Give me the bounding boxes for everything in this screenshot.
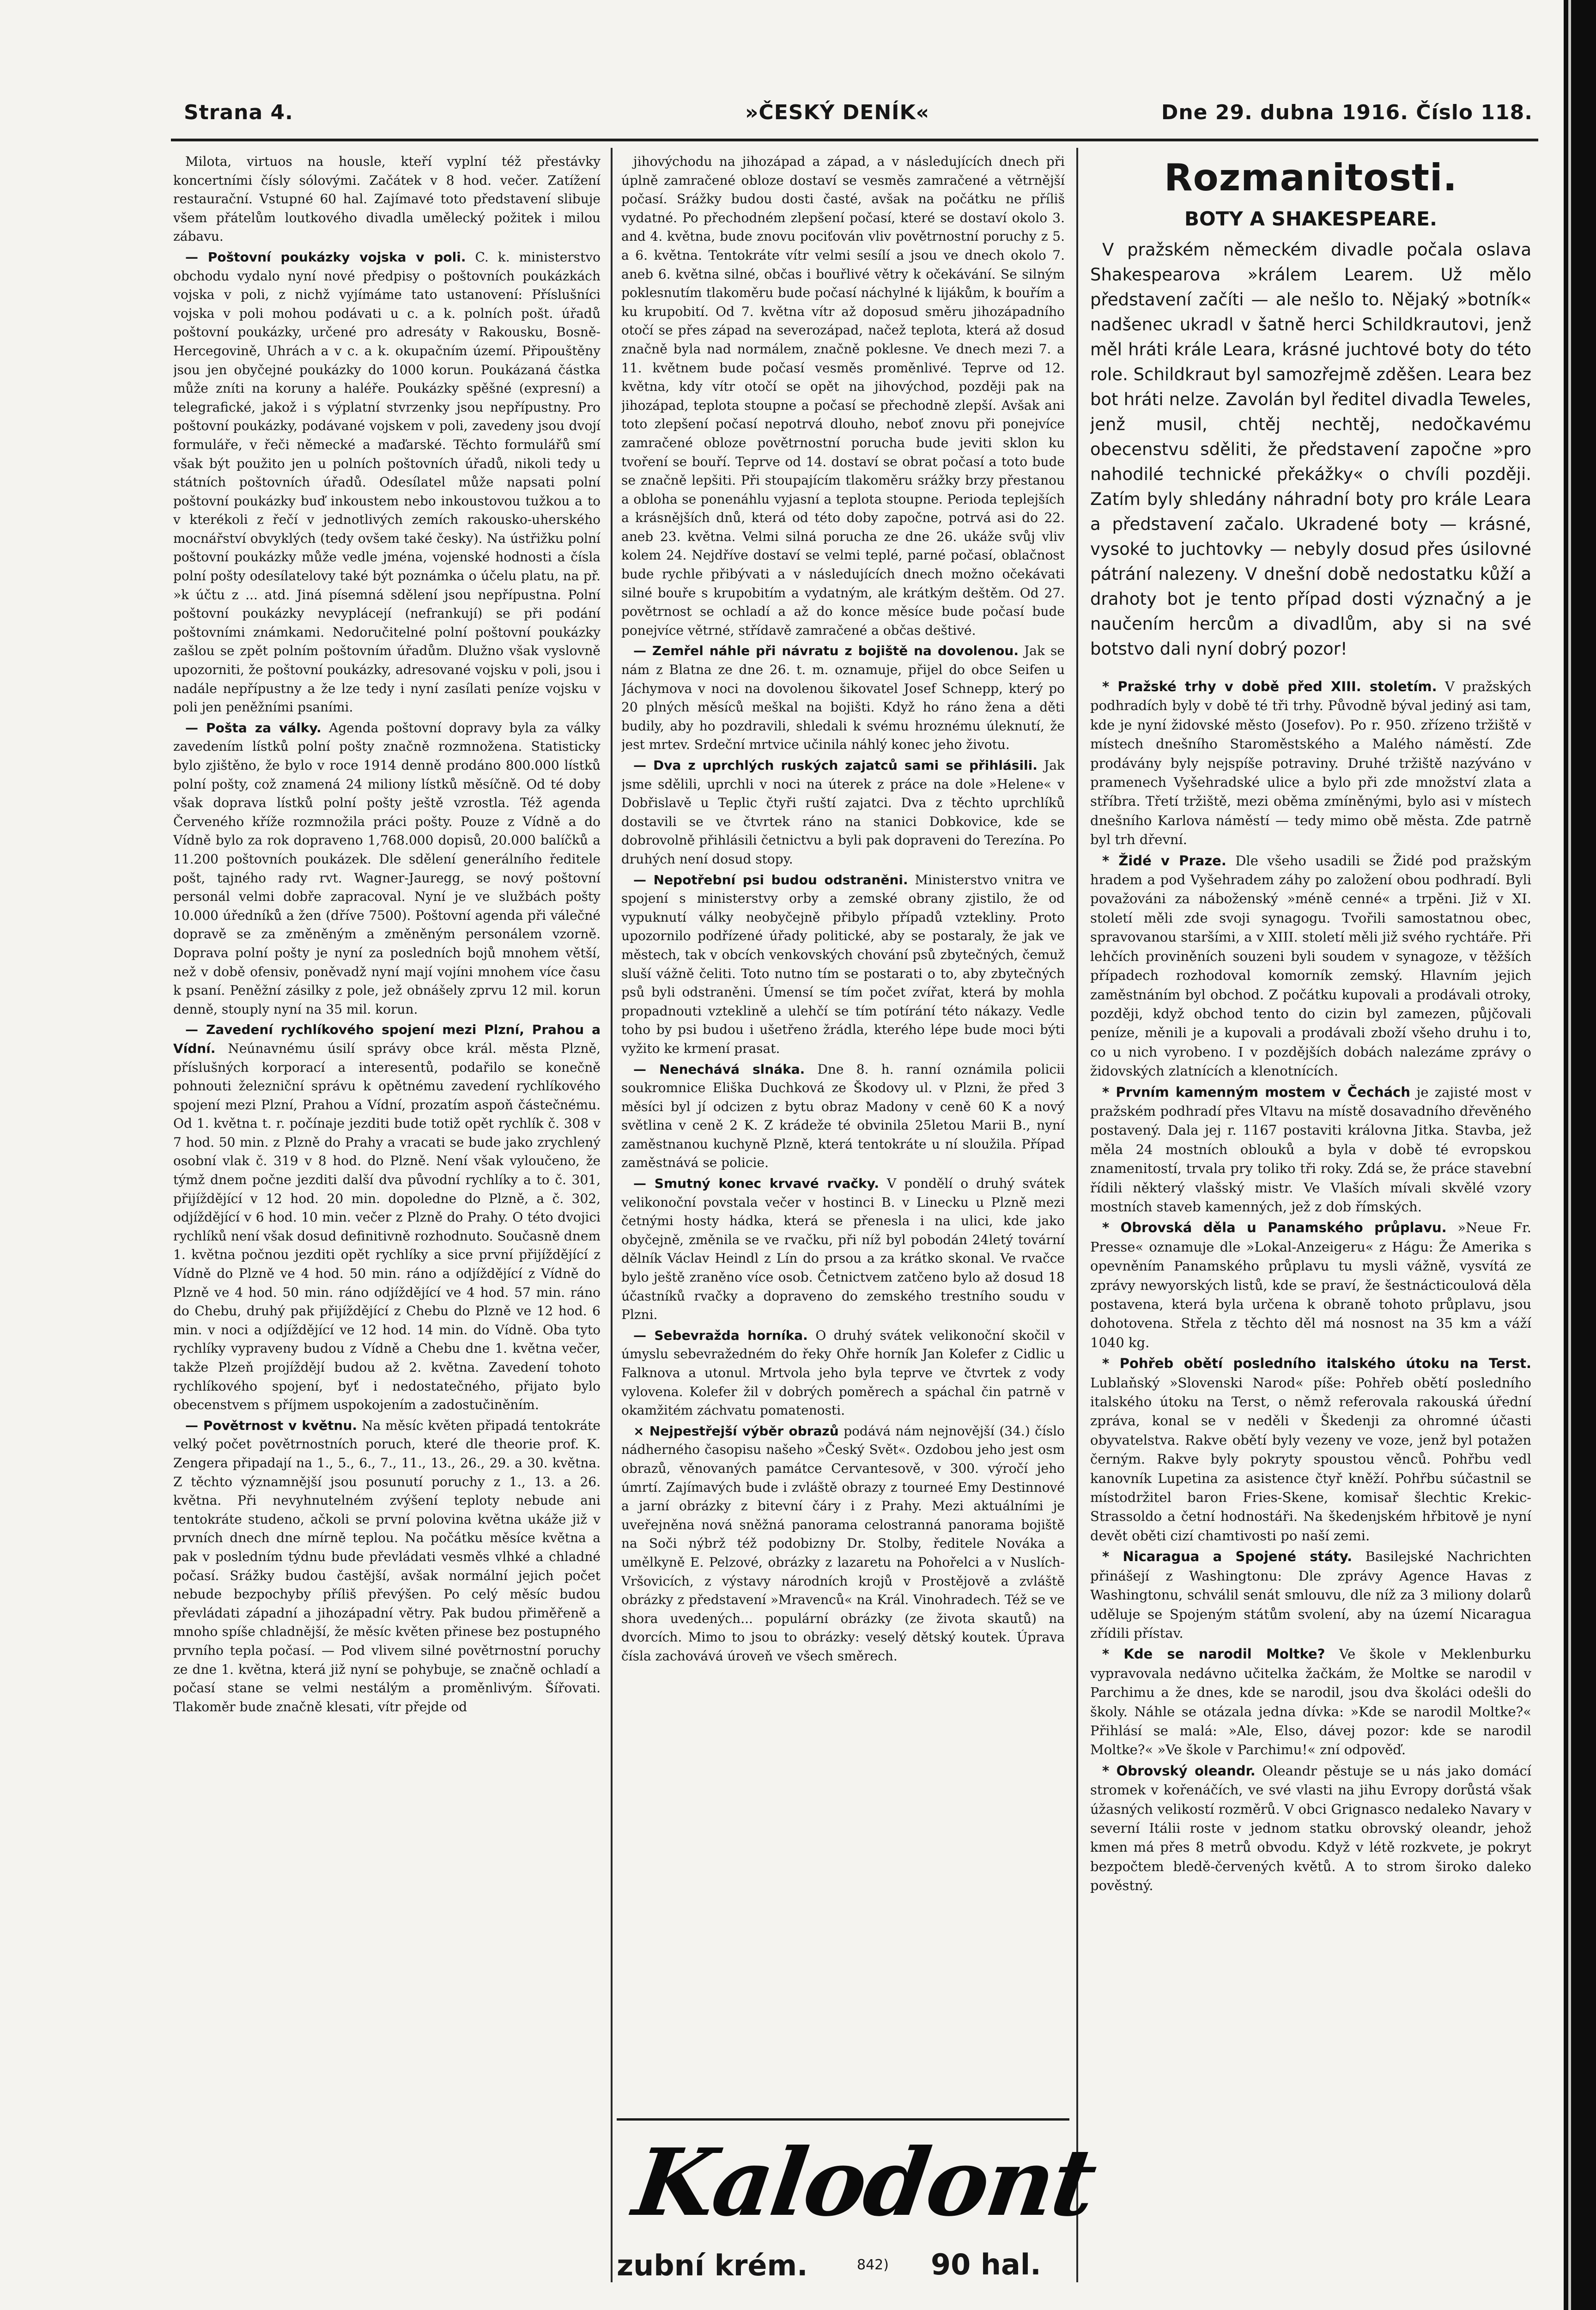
article-headline: — Nenechává slnáka.: [633, 1061, 805, 1077]
article-headline: — Dva z uprchlých ruských zajatců sami se přihlásili.: [633, 758, 1038, 773]
issue-date-number: Dne 29. dubna 1916. Číslo 118.: [1161, 101, 1533, 124]
article: [621, 152, 1065, 640]
article: [1090, 677, 1531, 850]
article-headline: * Obrovský oleandr.: [1102, 1763, 1256, 1779]
article: [173, 152, 601, 246]
article: [1090, 1218, 1531, 1352]
article: [1090, 1354, 1531, 1545]
article: [621, 1060, 1065, 1173]
article-body: Na měsíc květen připadá tentokráte velký počet povětrnostních poruch, které dle theorie prof. K. Zengera připadají na 1., 5., 6., 7., 11., 13., 26., 29. a 30. května. Z těchto významnější jsou posunutí poruchy z 1., 13. a 26. května. Při nevyhnutelném zvýšení teploty nebude ani tentokráte studeno, ačkoli se první polovina května ukáže již v prvních dnech dne mírně teplou. Na počátku měsíce května a pak v posledním týdnu bude převládati vesměs vlhké a chladné počasí. Srážky budou častější, avšak normální jejich počet nebude bezpochyby příliš převýšen. Po celý měsíc budou převládati západní a jihozápadní větry. Pak budou přiměřeně a mnoho spíše chladnější, že měsíc květen přinese bez postupného prvního tepla počasí. — Pod vlivem silné povětrnostní poruchy ze dne 1. května, která již nyní se pohybuje, se značně ochladí a počasí stane se velmi nestálým a proměnlivým. Šířovati. Tlakoměr bude značně klesati, vítr přejde od: [173, 1417, 601, 1714]
article: [621, 1422, 1065, 1666]
article-body: »Neue Fr. Presse« oznamuje dle »Lokal-Anzeigeru« z Hágu: Že Amerika s opevněním Panamského průplavu tu mysli vážně, vysvítá ze zprávy newyorských listů, kde se praví, že šestnácticoulová děla postavena, která byla určena k obraně tohoto průplavu, jsou dohotovena. Střela z těchto děl má nosnost na 35 km a váží 1040 kg.: [1090, 1220, 1531, 1350]
feature-paragraph: V pražském německém divadle počala oslava Shakespearova »králem Learem. Už mělo představení začíti — ale nešlo to. Nějaký »botník« nadšenec ukradl v šatně herci Schildkrautovi, jenž měl hráti krále Leara, krásné juchtové boty do této role. Schildkraut byl samozřejmě zděšen. Leara bez bot hráti nelze. Zavolán byl ředitel divadla Teweles, jenž musil, chtěj nechtěj, nedočkavému obecenstvu sděliti, že představení započne »pro nahodilé technické překážky« o chvíli později. Zatím byly shledány náhradní boty pro krále Leara a představení začalo. Ukradené boty — krásné, vysoké to juchtovky — nebyly dosud přes úsilovné pátrání nalezeny. V dnešní době nedostatku kůží a drahoty bot je tento případ dosti význačný a je naučením hercům a divadlům, aby si na své botstvo dali nyní dobrý pozor!: [1090, 240, 1531, 659]
feature-title: BOTY A SHAKESPEARE.: [1184, 207, 1437, 230]
article: [621, 1326, 1065, 1420]
article-body: V pražských podhradích byly v době té tři trhy. Původně býval jediný asi tam, kde je nyní židovské město (Josefov). Po r. 950. zřízeno tržiště v místech dnešního Staroměstského a Malého náměstí. Zde prodávány byly nejspíše potraviny. Druhé tržiště nazýváno v pramenech Vyšehradské ulice a bylo při zde množství zlata a stříbra. Třetí tržiště, mezi oběma zmíněnými, bylo asi v místech dnešního Karlova náměstí — tedy mimo obě města. Zde patrně byl trh dřevní.: [1090, 679, 1531, 848]
article-headline: * Obrovská děla u Panamského průplavu.: [1102, 1220, 1447, 1236]
article-headline: × Nejpestřejší výběr obrazů: [633, 1423, 839, 1439]
article-body: jihovýchodu na jihozápad a západ, a v následujících dnech při úplně zamračené obloze dostaví se vesměs zamračené a větrnější počasí. Srážky budou dosti časté, avšak na počátku ne příliš vydatné. Po přechodném zlepšení počasí, které se dostaví okolo 3. and 4. května, bude znovu pociťován vliv povětrnostní poruchy z 5. a 6. května. Tentokráte vítr velmi sesílí a jsou ve dnech okolo 7. aneb 6. května silné, občas i bouřlivé větry k očekávání. Se silným poklesnutím tlakoměru bude počasí náchylné k lijákům, k bouřím a ku krupobití. Od 7. května vítr až doposud směru jihozápadního otočí se přes západ na severozápad, načež teplota, která až dosud značně byla nad normálem, značně poklesne. Ve dnech mezi 7. a 11. květnem bude počasí vesměs proměnlivé. Teprve od 12. května, kdy vítr otočí se opět na jihovýchod, později pak na jihozápad, teplota stoupne a počasí se přechodně zlepší. Avšak ani toto zlepšení počasí nepotrvá dlouho, neboť znovu při ponejvíce zamračené obloze povětrnostní porucha bude jeviti sklon ku tvoření se bouří. Teprve od 14. dostaví se obrat počasí a toto bude se značně lepšiti. Při stoupajícím tlakoměru srážky brzy přestanou a obloha se ponenáhlu vyjasní a teplota stoupne. Perioda teplejších a krásnějších dnů, která od této doby započne, potrvá asi do 22. aneb 23. května. Velmi silná porucha ze dne 26. ukáže svůj vliv kolem 24. Nejdříve dostaví se velmi teplé, parné počasí, oblačnost bude rychle přibývati a v následujících dnech možno očekávati silné bouře s krupobitím a vydatným, ale krátkým deštěm. Od 27. povětrnost se ochladí a až do konce měsíce bude počasí bude ponejvíce větrné, střídavě zamračené a občas deštivé.: [621, 154, 1065, 638]
page-number: Strana 4.: [184, 101, 293, 124]
article-headline: — Zavedení rychlíkového spojení mezi Plzní, Prahou a Vídní.: [173, 1022, 601, 1056]
article-headline: * Pohřeb obětí posledního italského útoku na Terst.: [1102, 1356, 1531, 1372]
article-body: je zajisté most v pražském podhradí přes Vltavu na místě dosavadního dřevěného postavený. Dala jej r. 1167 postaviti královna Jitka. Stavba, jež měla 24 mostních oblouků a byla v době té evropskou znamenitostí, trvala pry toliko tři roky. Zdá se, že práce stavební řídili některý vlašský mistr. Ve Vlaších mívali skvělé vzory mostních staveb kamenných, jež z dob římských.: [1090, 1084, 1531, 1215]
article-headline: * Nicaragua a Spojené státy.: [1102, 1549, 1353, 1565]
section-title: Rozmanitosti.: [1164, 156, 1457, 199]
article-body: Jak jsme sdělili, uprchli v noci na úterek z práce na dole »Helene« v Dobřislavě u Teplic čtyři ruští zajatci. Dva z těchto uprchlíků dostavili se ve čtvrtek ráno na stanici Dobkovice, kde se dobrovolně přihlásili četnictvu a byli pak dopraveni do Terezína. Po druhých není dosud stopy.: [621, 758, 1065, 867]
article-body: Jak se nám z Blatna ze dne 26. t. m. oznamuje, přijel do obce Seifen u Jáchymova v noci na dovolenou šikovatel Josef Schnepp, který po 20 plných měsíců meškal na bojišti. Když ho ráno žena a děti budily, aby ho pozdravili, shledali k svému hroznému úleknutí, že jest mrtev. Srdeční mrtvice učinila náhlý konec jeho životu.: [621, 643, 1065, 753]
article-body: Lublaňský »Slovenski Narod« píše: Pohřeb obětí posledního italského útoku na Terst, o němž referovala rakouská úřední zpráva, konal se v neděli v Škedenji za ohromné účasti obyvatelstva. Rakve obětí byly vezeny ve voze, jenž byl potažen černým. Rakve byly pokryty spoustou věnců. Pohřbu vedl kanovník Lupetina za asistence čtyř kněží. Pohřbu súčastnil se místodržitel baron Fries-Skene, komisař šlechtic Krekic-Strassoldo a četní hodnostáři. Na škedenjském hřbitově je nyní devět oběti cizí chamtivosti po naší zemi.: [1090, 1374, 1531, 1544]
column-divider-2: [1076, 148, 1078, 2282]
ad-price: 90 hal.: [931, 2248, 1041, 2281]
article: [1090, 851, 1531, 1081]
article-body: V pondělí o druhý svátek velikonoční povstala večer v hostinci B. v Linecku u Plzně mezi četnými hosty hádka, která se přenesla i na ulici, kde jako obyčejně, změnila se ve rvačku, při níž byl pobodán 24letý tovární dělník Václav Heindl z Lín do prsou a za krátko skonal. Ve rvačce bylo ještě zraněno více osob. Četnictvem zatčeno bylo až dosud 18 účastníků rvačky a dopraveno do zemského trestního soudu v Plzni.: [621, 1176, 1065, 1323]
article-body: Oleandr pěstuje se u nás jako domácí stromek v kořenáčích, ve své vlasti na jihu Evropy dorůstá však úžasných velikostí rozměrů. V obci Grignasco nedaleko Navary v severní Itálii roste v jednom statku obrovský oleandr, jehož kmen má přes 8 metrů obvodu. Když v létě rozkvete, je pokryt bezpočtem bledě-červených květů. A to strom široko daleko pověstný.: [1090, 1763, 1531, 1894]
article: [1090, 1083, 1531, 1217]
ad-code: 842): [857, 2257, 889, 2273]
article: [1090, 1762, 1531, 1896]
column-1: [173, 152, 601, 2268]
article-headline: — Zemřel náhle při návratu z bojiště na dovolenou.: [633, 643, 1019, 659]
newspaper-title: »ČESKÝ DENÍK«: [745, 101, 930, 124]
article-body: Basilejské Nachrichten přinášejí z Washingtonu: Dle zprávy Agence Havas z Washingtonu, schválil senát smlouvu, dle níž za 3 miliony dolarů uděluje se Spojeným státům svolení, aby na území Nicaragua zřídili přístav.: [1090, 1549, 1531, 1641]
article-body: Dne 8. h. ranní oznámila policii soukromnice Eliška Duchková ze Škodovy ul. v Plzni, že před 3 měsíci byl jí odcizen z bytu obraz Madony v ceně 60 K a nový světlina v ceně 2 K. Z krádeže té obvinila 25letou Marii B., nyní zaměstnanou kuchyně Plzně, která tentokráte u ní sloužila. Případ zaměstnává se policie.: [621, 1061, 1065, 1171]
article-headline: — Poštovní poukázky vojska v poli.: [185, 249, 466, 265]
ad-brand-logo: Kalodont: [627, 2128, 1101, 2237]
article: [173, 1021, 601, 1414]
article-headline: * Kde se narodil Moltke?: [1102, 1646, 1325, 1662]
article-headline: — Smutný konec krvavé rvačky.: [633, 1176, 880, 1191]
column-divider-1: [611, 148, 613, 2282]
article-headline: * Prvním kamenným mostem v Čechách: [1102, 1084, 1410, 1100]
header-rule: [171, 139, 1538, 141]
column-3-items: [1090, 677, 1531, 1896]
article: [1090, 1645, 1531, 1759]
article-body: Dle všeho usadili se Židé pod pražským hradem a pod Vyšehradem záhy po založení obou podhradí. Byli považováni za náboženský »méně cenné« a trpěni. Již v XI. století měli zde svoji synagogu. Tvořili samostatnou obec, spravovanou staršími, a v XIII. století měli již svého rychtáře. Při lehčích proviněních souzeni byli soudem v synagoze, v těžších případech rozhodoval komorník zemský. Hlavním jejich zaměstnáním byl obchod. Z počátku kupovali a prodávali otroky, později, když obchod tento do cizin byl zamezen, půjčovali peníze, měnili je a kupovali a prodávali zboží všeho druhu i to, co u nich vyrobeno. I v pozdějších dobách nalezáme zprávy o židovských zlatnících a klenotnících.: [1090, 852, 1531, 1079]
article-headline: — Nepotřební psi budou odstraněni.: [633, 872, 908, 888]
article-body: Ve škole v Meklenburku vypravovala nedávno učitelka žačkám, že Moltke se narodil v Parchimu a že dnes, kde se narodil, jsou dva školáci odešli do školy. Náhle se otázala jedna dívka: »Kde se narodil Moltke?« Přihlásí se malá: »Ale, Elso, dávej pozor: kde se narodil Moltke?« »Ve škole v Parchimu!« zní odpověď.: [1090, 1646, 1531, 1758]
article: [173, 1416, 601, 1717]
article-body: C. k. ministerstvo obchodu vydalo nyní nové předpisy o poštovních poukázkách vojska v poli, z nichž vyjímáme tato ustanovení: Příslušníci vojska v poli mohou podávati u c. a k. polních pošt. úřadů poštovní poukázky, určené pro adresáty v Rakousku, Bosně-Hercegovině, Uhrách a v c. a k. okupačním území. Připouštěny jsou jen obyčejné poukázky do 1000 korun. Poukázaná částka může zníti na koruny a haléře. Poukázky spěšné (expresní) a telegrafické, jakož i s výplatní stvrzenky jsou nepřípustny. Pro poštovní poukázky, podávané vojskem v poli, zavedeny jsou dvojí formuláře, v řeči německé a maďarské. Těchto formulářů smí však být použito jen u polních poštovních úřadů, nikoli tedy u státních poštovních úřadů. Odesílatel může napsati polní poštovní poukázky buď inkoustem nebo inkoustovou tužkou a to v kterékoli z řečí v jednotlivých zemích rakousko-uherského mocnářství obvyklých (tedy ovšem také česky). Na ústřižku polní poštovní poukázky může vedle jména, vojenské hodnosti a čísla polní pošty odesílatelovy také být poznámka o účelu platu, na př. »k účtu z ... atd. Jiná písemná sdělení jsou nepřípustna. Polní poštovní poukázky nevyplácejí (nefrankují) se při podání poštovními známkami. Nedoručitelné polní poštovní poukázky zašlou se zpět polním poštovním úřadům. Dlužno však vyslovně upozorniti, že poštovní poukázky, adresované vojsku v poli, jsou i nadále nepřípustny a že lze tedy i nyní zasílati peníze vojsku v poli jen peněžními psaními.: [173, 249, 601, 715]
article-headline: — Povětrnost v květnu.: [185, 1417, 358, 1433]
article-body: Agenda poštovní dopravy byla za války zavedením lístků polní pošty značně rozmnožena. Statisticky bylo zjištěno, že bylo v roce 1914 denně prodáno 800.000 lístků polní pošty, což znamená 24 miliony lístků měsíčně. Od té doby však doprava lístků polní pošty ještě vzrostla. Též agenda Červeného kříže rozmnožila práci pošty. Pouze z Vídně a do Vídně bylo za rok dopraveno 1,768.000 dopisů, 20.000 balíčků a 11.200 poštovních poukázek. Dle sdělení generálního ředitele pošt, tajného rady rvt. Wagner-Jauregg, se nový poštovní personál velmi dobře zapracoval. Nyní je ve službách pošty 10.000 úředníků a žen (dříve 7500). Poštovní agenda při válečné dopravě se za změněným a změněným personálem vzorně. Doprava polní pošty je nyní za posledních bojů mnohem větší, než v době ofensiv, poněvadž nyní mají vojíni mnohem více času k psaní. Peněžní zásilky z pole, jež obnášely zprvu 12 mil. korun denně, stouply nyní na 35 mil. korun.: [173, 720, 601, 1017]
article-body: Milota, virtuos na housle, kteří vyplní též přestávky koncertními čísly sólovými. Začátek v 8 hod. večer. Zatížení restaurační. Vstupné 60 hal. Zajímavé toto představení slibuje všem přátelům loutkového divadla umělecký požitek i milou zábavu.: [173, 154, 601, 244]
article-body: podává nám nejnovější (34.) číslo nádherného časopisu našeho »Český Svět«. Ozdobou jeho jest osm obrazů, věnovaných památce Cervantesově, v 300. výročí jeho úmrtí. Zajímavých bude i zvláště obrazy z tourneé Emy Destinnové a jarní obrázky z bitevní čáry i z Prahy. Mezi aktuálními je uveřejněna nová sněžná panorama celostranná panorama bojiště na Soči nýbrž též podobizny Dr. Stolby, ředitele Nováka a umělkyně E. Pelzové, obrázky z lazaretu na Pohořelci a v Nuslích-Vršovicích, z výstavy národních krojů v Prostějově a zvláště obrázky z představení »Mravenců« na Král. Vinohradech. Též se ve shora uvedených... populární obrázky (ze života skautů) na dvorcích. Mimo to jsou to obrázky: veselý dětský koutek. Úprava čísla zachovává úroveň ve všech směrech.: [621, 1423, 1065, 1664]
kalodont-advertisement: [617, 2118, 1101, 2310]
article-body: Neúnavnému úsilí správy obce král. města Plzně, příslušných korporací a interesentů, podařilo se konečně pohnouti železniční správu k opětnému zavedení rychlíkového spojení mezi Plzní, Prahou a Vídní, prozatím aspoň částečnému. Od 1. května t. r. počínaje jezditi bude totiž opět rychlík č. 308 v 7 hod. 50 min. z Plzně do Prahy a vracati se bude jako zrychlený osobní vlak č. 319 v 8 hod. do Plzně. Není však vyloučeno, že týmž dnem počne jezditi další dva původní rychlíky a to č. 301, přijíždějící v 12 hod. 20 min. dopoledne do Plzně, a č. 302, odjíždějící v 6 hod. 10 min. večer z Plzně do Prahy. O této dvojici rychlíků není však dosud definitivně rozhodnuto. Současně dnem 1. května počnou jezditi opět rychlíky a sice první přijíždějící z Vídně do Plzně ve 4 hod. 50 min. ráno a odjíždějící z Vídně do Plzně ve 4 hod. 50 min. ráno odjíždějící ve 4 hod. 57 min. ráno do Chebu, druhý pak přijíždějící z Chebu do Plzně ve 12 hod. 6 min. v noci a odjíždějící ve 12 hod. 14 min. do Vídně. Oba tyto rychlíky vypraveny budou z Vídně a Chebu dne 1. května večer, takže Plzeň projíždějí budou až 2. května. Zavedení tohoto rychlíkového spojení, byť i nedostatečného, přijato bylo obecenstvem s příjmem uspokojením a zadostučiněním.: [173, 1040, 601, 1413]
feature-article: [1090, 237, 1531, 662]
article-headline: * Židé v Praze.: [1102, 852, 1226, 869]
scan-fold-line: [1568, 0, 1571, 2310]
article-body: Ministerstvo vnitra ve spojení s ministerstvy orby a zemské obrany zjistilo, že od vypuknutí války neobyčejně přibylo případů vztekliny. Proto upozornilo podřízené úřady politické, aby se postaraly, že jak ve městech, tak v obcích venkovských chování psů zbytečných, čemuž sluší vážně čeliti. Toto nutno tím se postarati o to, aby zbytečných psů byli odstraněni. Úmensí se tím počet zvířat, která by mohla propadnouti vzteklině a ulehčí se tím potírání této nákazy. Vedle toho by psi budou i ušetřeno žrádla, kterého lépe bude moci býti vyžito ke krmení prasat.: [621, 872, 1065, 1056]
article: [621, 756, 1065, 869]
article-headline: — Pošta za války.: [185, 720, 322, 736]
article-body: O druhý svátek velikonoční skočil v úmyslu sebevražedném do řeky Ohře horník Jan Kolefer z Cidlic u Falknova a utonul. Mrtvola jeho byla teprve ve čtvrtek z vody vylovena. Kolefer žil v dobrých poměrech a spáchal čin patrně v okamžitém záchvatu pomatenosti.: [621, 1327, 1065, 1418]
page-header: [184, 101, 1533, 133]
article-headline: — Sebevražda horníka.: [633, 1327, 808, 1343]
article: [1090, 1547, 1531, 1643]
article: [621, 1174, 1065, 1325]
article-headline: * Pražské trhy v době před XIII. stoletím.: [1102, 679, 1437, 694]
column-3: [1090, 152, 1531, 2268]
article: [173, 719, 601, 1019]
article: [621, 871, 1065, 1058]
article: [173, 248, 601, 717]
ad-product: zubní krém.: [617, 2249, 808, 2282]
article: [621, 642, 1065, 754]
ad-rule: [617, 2118, 1069, 2121]
column-2: [621, 152, 1065, 2268]
